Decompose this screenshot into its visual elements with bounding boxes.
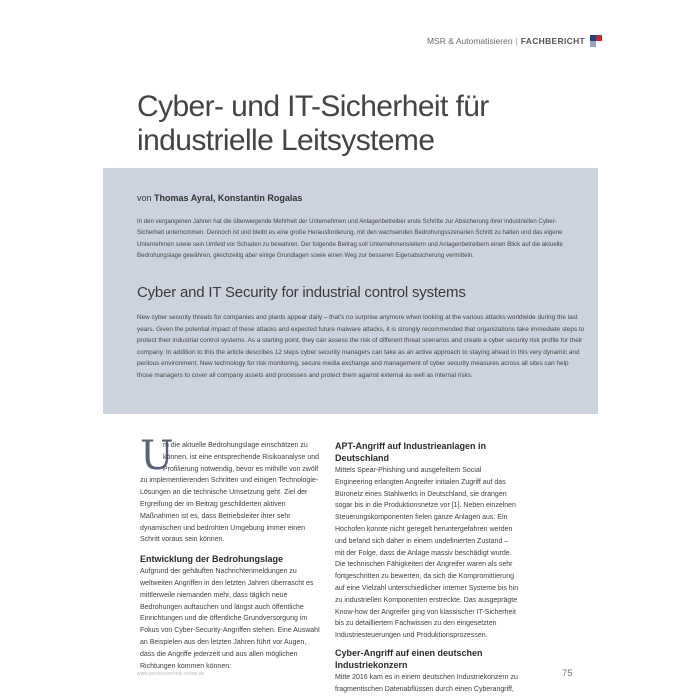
header-separator: | (515, 36, 518, 46)
author-names: Thomas Ayral, Konstantin Rogalas (154, 193, 303, 203)
logo-square-grey (590, 41, 596, 47)
body-paragraph-cyber-attack: Mitte 2016 kam es in einem deutschen Industriekonzern zu fragmentischen Datenabflüssen durch einen Cyberangriff, (335, 673, 518, 693)
header-category: FACHBERICHT (520, 36, 585, 46)
byline-prefix: von (137, 193, 155, 203)
byline (137, 193, 567, 203)
section-heading-cyber-attack: Cyber-Angriff auf einen deutschen Industriekonzern (335, 647, 483, 670)
footer-url: www.prozesstechnik-online.de (137, 671, 205, 677)
body-column-left (140, 433, 322, 672)
intro-paragraph (140, 433, 322, 546)
section-heading-apt-attack: APT-Angriff auf Industrieanlagen in Deutschland (335, 441, 487, 463)
intro-text: m die aktuelle Bedrohungslage einschätzen zu können, ist eine entsprechende Risikoanalyse und Profilierung notwendig, bevor es mithilfe von zwölf zu implementierenden Schritten und einigen Technologie-Lösungen an die technische Umsetzung geht. Ziel der Ergreifung der im Beitrag geschilderten aktiven Maßnahmen ist es, dass Betriebsleiter ihrer sehr dynamischen und bedrohten Umgebung immer einen Schritt voraus sein können. (140, 442, 320, 544)
page-header (427, 36, 585, 46)
abstract-german: In den vergangenen Jahren hat die überwiegende Mehrheit der Unternehmen und Anlagenbetreiber erste Schritte zur Absicherung ihrer industriellen Cyber-Sicherheit unternommen. Dennoch ist und bleibt es eine große Herausforderung, mit den wachsenden Bedrohungsszenarien Schritt zu halten und das eigene Unternehmen sowie sein Umfeld vor Schaden zu bewahren. Der folgende Beitrag soll Unternehmensleitern und Anlagenbetreibern einen Blick auf die aktuelle Bedrohungslage gewähren, gleichzeitig aber einige Grundlagen sowie einen Weg zur besseren Eigenabsicherung vermitteln. (137, 218, 563, 260)
publisher-logo-icon (590, 35, 602, 47)
section-heading-threat-development: Entwicklung der Bedrohungslage (140, 554, 284, 565)
article-title: Cyber- und IT-Sicherheit für industrielle Leitsysteme (137, 90, 489, 157)
body-column-right (335, 440, 519, 696)
body-paragraph-apt: Mittels Spear-Phishing und ausgefeiltem Social Engineering erlangten Angreifer initialen Zugriff auf das Büronetz eines Stahlwerks in Deutschland, sie drangen sogar bis in die Produktionsnetze vor [1]. Neben einzelnen Steuerungskomponenten fielen ganze Anlagen aus: Ein Hochofen konnte nicht geregelt heruntergefahren werden und befand sich daher in einem undefinierten Zustand – mit der Folge, dass die Anlage massiv beschädigt wurde. Die technischen Fähigkeiten der Angreifer waren als sehr fortgeschritten zu bewerten, da sich die Kompromittierung auf eine Vielzahl unterschiedlicher interner Systeme bis hin zu industriellen Komponenten erstreckte. Das ausgeprägte Know-how der Angreifer ging von klassischer IT-Sicherheit bis zu detailliertem Fachwissen zu den eingesetzten Industriesteuerungen und Produktionsprozessen. (335, 467, 519, 640)
header-section: MSR & Automatisieren (427, 36, 513, 46)
body-paragraph-threats: Aufgrund der gehäuften Nachrichtenmeldungen zu weltweiten Angriffen in den letzten Jahren überrascht es mittlerweile niemanden mehr, dass täglich neue Bedrohungen auftauchen und längst auch öffentliche Einrichtungen und die öffentliche Grundversorgung im Fokus von Cyber-Security-Angriffen stehen. Eine Auswahl an Beispielen aus den letzten Jahren führt vor Augen, dass die Angriffe jederzeit und aus allen möglichen Richtungen kommen können: (140, 568, 320, 670)
dropcap-letter: U (140, 433, 174, 479)
english-subtitle: Cyber and IT Security for industrial control systems (137, 284, 466, 301)
page-number: 75 (562, 668, 573, 679)
logo-square-red (596, 35, 602, 41)
abstract-english: New cyber security threats for companies and plants appear daily – that's no surprise anymore when looking at the various attacks worldwide during the last years. Given the potential impact of these attacks and expected future malware attacks, it is strongly recommended that organizations take immediate steps to protect their industrial control systems. As a starting point, they can assess the risk of different threat scenarios and create a cyber security risk profile for their company. In addition to this the article describes 12 steps cyber security managers can take as an active approach to staying ahead in this very dynamic and perilous environment. New technology for risk monitoring, secure media exchange and management of cyber security measures across all sites can help those managers to cover all company assets and processes and protect them against external as well as internal risks. (137, 314, 585, 379)
